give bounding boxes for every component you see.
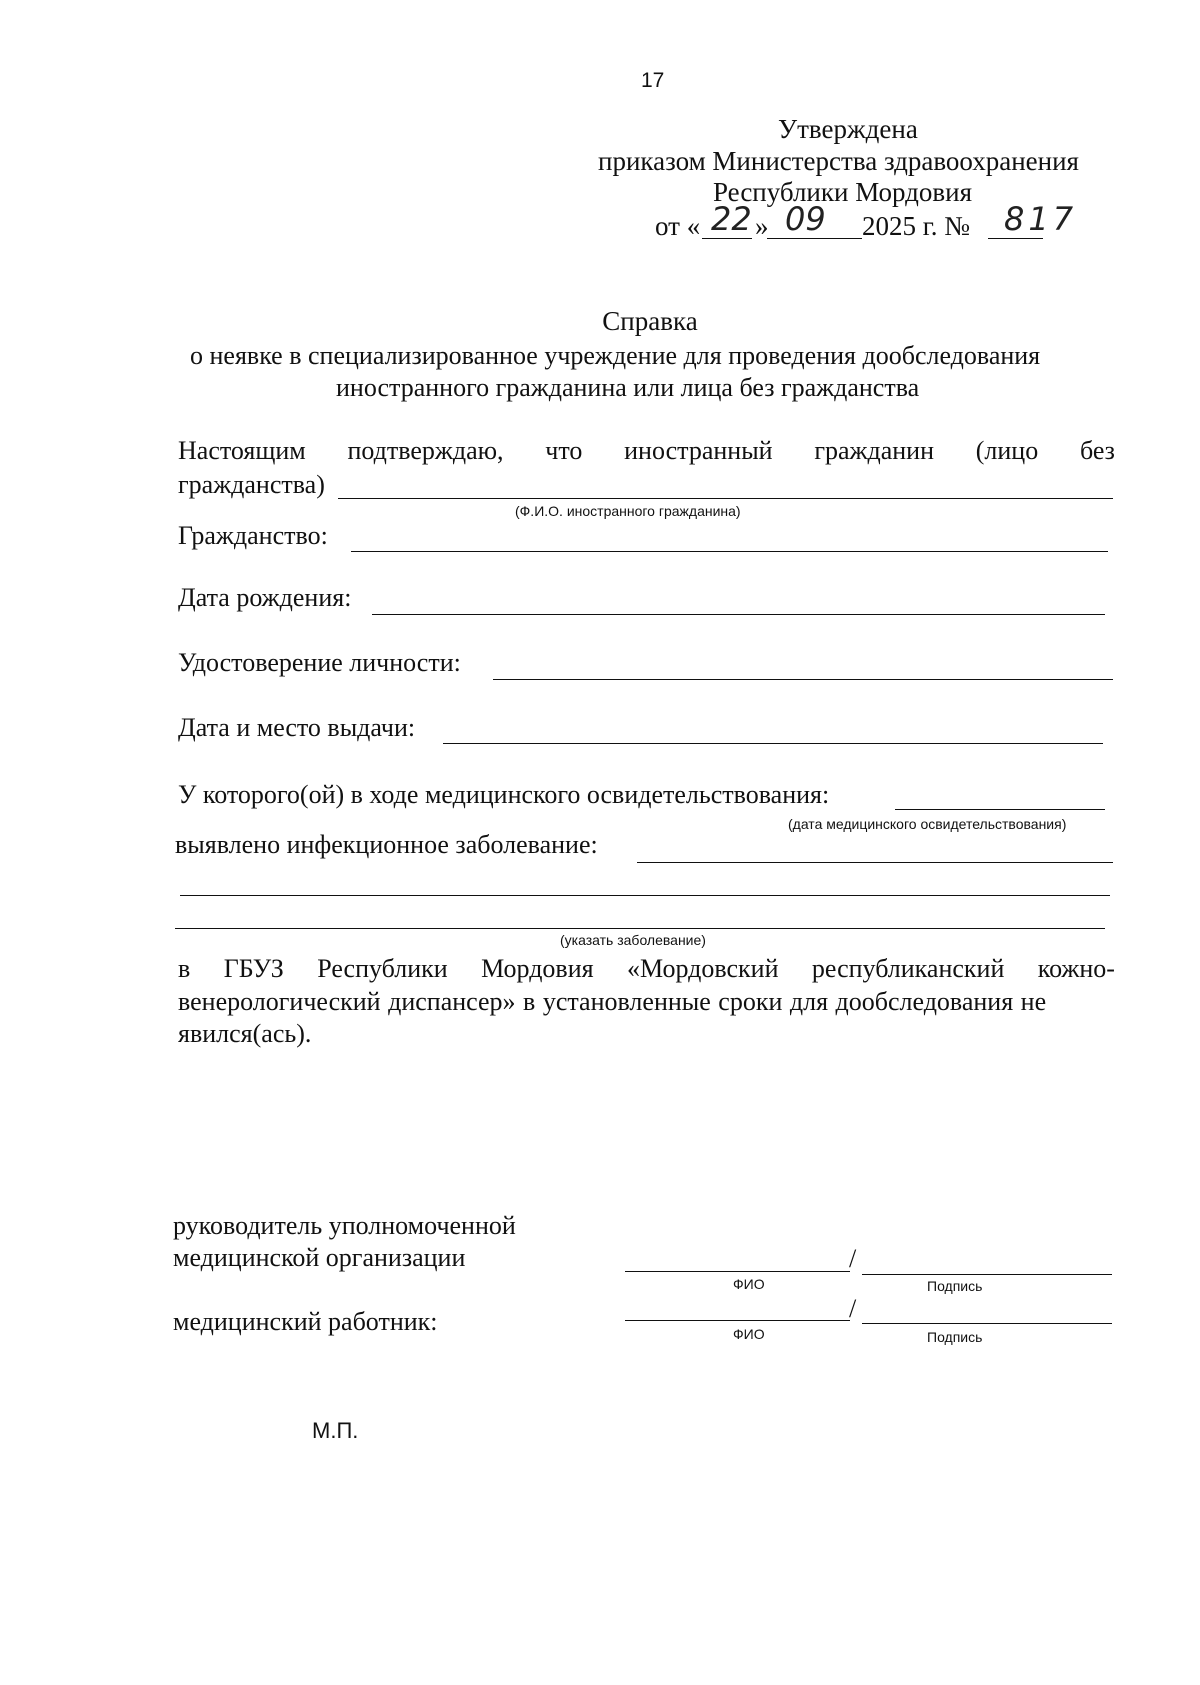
document-subtitle-2: иностранного гражданина или лица без гражданства [336,373,920,402]
intro-word: без [1079,436,1115,465]
approval-line-2: приказом Министерства здравоохранения [598,146,1079,176]
worker-signature-caption: Подпись [927,1329,983,1345]
paragraph-line-2: венерологический диспансер» в установленные сроки для дообследования не [178,987,1047,1016]
birth-date-field[interactable] [372,614,1105,615]
intro-word: гражданин [814,436,934,465]
document-title: Справка [602,306,698,336]
worker-fio-field[interactable] [625,1320,850,1321]
paragraph-word: Республики [317,954,448,983]
id-document-label: Удостоверение личности: [178,648,461,677]
disease-field-3[interactable] [175,928,1105,929]
approval-line-1: Утверждена [778,114,918,144]
disease-caption: (указать заболевание) [560,932,706,948]
fio-field[interactable] [338,498,1113,499]
paragraph-word: ГБУЗ [223,954,284,983]
exam-label: У которого(ой) в ходе медицинского освидетельствования: [178,780,830,809]
approval-number: 817 [1004,200,1078,238]
citizenship-field[interactable] [351,551,1108,552]
disease-field-1[interactable] [637,862,1113,863]
issue-field[interactable] [443,743,1103,744]
approval-line-3: Республики Мордовия [713,177,973,207]
birth-date-label: Дата рождения: [178,583,352,612]
intro-word: что [545,436,583,465]
paragraph-line-3: явился(ась). [178,1019,312,1048]
worker-fio-caption: ФИО [733,1326,765,1342]
citizenship-label: Гражданство: [178,521,328,550]
worker-signature-field[interactable] [862,1323,1112,1324]
exam-caption: (дата медицинского освидетельствования) [788,816,1067,832]
intro-line-2: гражданства) [178,470,325,499]
approval-month: 09 [785,200,826,238]
approval-day: 22 [711,200,752,238]
head-title-line-1: руководитель уполномоченной [173,1211,516,1240]
approval-month-underline [767,238,862,239]
issue-label: Дата и место выдачи: [178,713,416,742]
document-subtitle-1: о неявке в специализированное учреждение для проведения дообследования [190,341,1041,370]
disease-label: выявлено инфекционное заболевание: [175,830,598,859]
paragraph-word: кожно- [1037,954,1115,983]
intro-word: подтверждаю, [347,436,504,465]
head-fio-caption: ФИО [733,1276,765,1292]
approval-day-underline [702,238,752,239]
head-signature-caption: Подпись [927,1278,983,1294]
paragraph-word: «Мордовский [627,954,779,983]
paragraph-word: республиканский [811,954,1005,983]
approval-day-close: » [755,211,769,241]
intro-word: Настоящим [178,436,306,465]
intro-word: (лицо [975,436,1039,465]
head-title-line-2: медицинской организации [173,1243,466,1272]
page-number: 17 [641,69,665,92]
approval-number-underline [988,238,1043,239]
worker-slash: / [849,1294,857,1323]
paragraph-word: в [178,954,191,983]
fio-caption: (Ф.И.О. иностранного гражданина) [515,503,741,519]
worker-label: медицинский работник: [173,1307,438,1336]
approval-date-prefix: от « [655,211,701,241]
head-fio-field[interactable] [625,1271,850,1272]
id-document-field[interactable] [493,679,1113,680]
exam-date-field[interactable] [895,809,1105,810]
stamp-label: М.П. [312,1418,359,1443]
disease-field-2[interactable] [180,895,1110,896]
intro-word: иностранный [624,436,773,465]
head-slash: / [849,1244,857,1273]
paragraph-word: Мордовия [481,954,594,983]
paragraph-line-1 [178,954,1115,984]
intro-line-1 [178,436,1115,466]
head-signature-field[interactable] [862,1274,1112,1275]
approval-year: 2025 г. № [862,211,971,241]
